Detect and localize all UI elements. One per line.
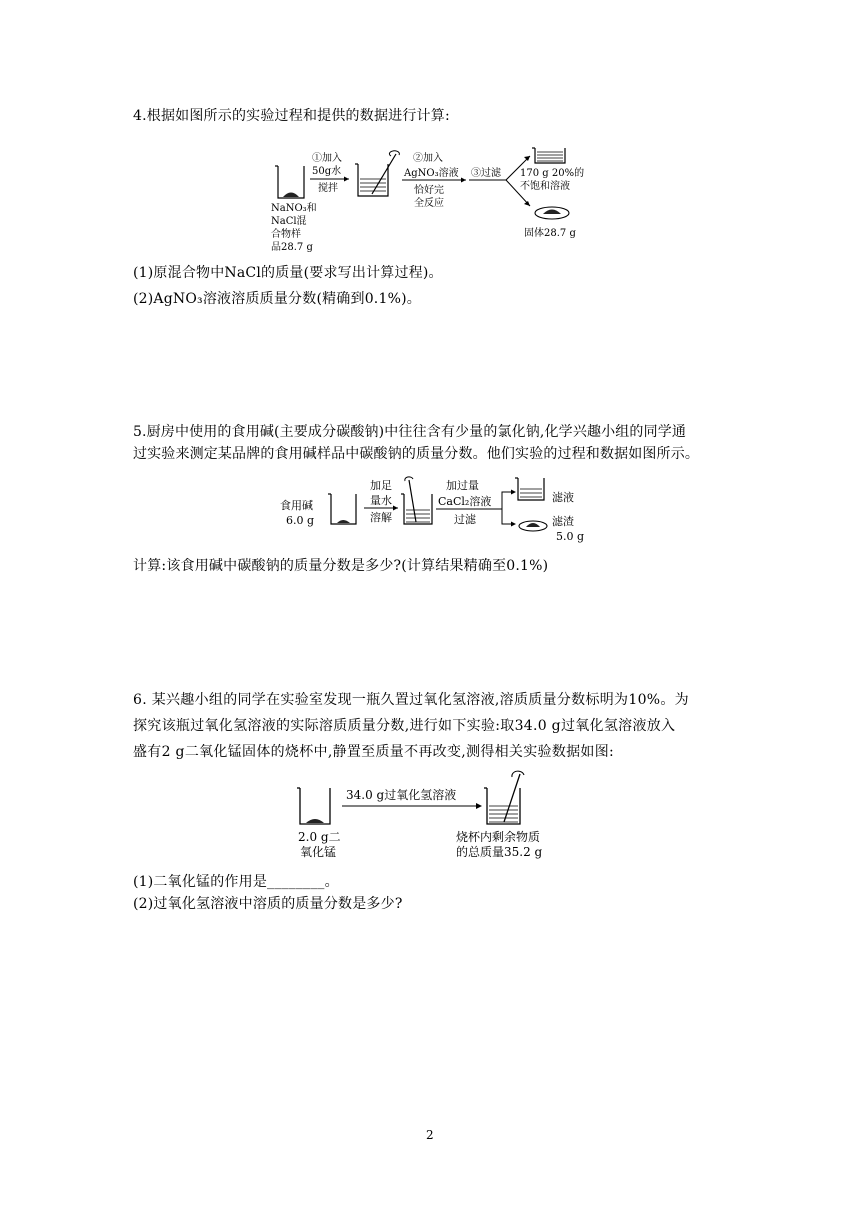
q5-step1-line3: 溶解	[370, 511, 392, 524]
q4-step2-line2: AgNO₃溶液	[404, 168, 459, 179]
watch-glass-icon	[519, 521, 547, 531]
q6-left-line2: 氧化锰	[300, 845, 337, 859]
q5-sample-line1: 食用碱	[280, 499, 313, 512]
page-number: 2	[426, 1128, 434, 1142]
q4-step1-line3: 搅拌	[318, 183, 338, 194]
filtrate-beaker-icon	[532, 148, 565, 163]
q6-line2: 探究该瓶过氧化氢溶液的实际溶质质量分数,进行如下实验:取34.0 g过氧化氢溶液放入	[133, 718, 676, 734]
q4-sub1: (1)原混合物中NaCl的质量(要求写出计算过程)。	[133, 265, 443, 281]
q5-line2: 过实验来测定某品牌的食用碱样品中碳酸钠的质量分数。他们实验的过程和数据如图所示。	[133, 446, 699, 462]
q4-step2-line3: 恰好完	[414, 185, 444, 196]
q4-result-solution-line1: 170 g 20%的	[520, 168, 585, 179]
beaker-icon	[297, 788, 330, 824]
q4-sample-line1: NaNO₃和	[271, 203, 317, 214]
q4-sample-line2: NaCl混	[271, 216, 307, 227]
q4-result-solution-line2: 不饱和溶液	[520, 181, 570, 192]
q5-step2-line1: 加过量	[446, 479, 479, 492]
q6-right-line1: 烧杯内剩余物质	[456, 830, 541, 844]
q4-step1-line1: ①加入	[312, 153, 342, 164]
q6-line1: 6. 某兴趣小组的同学在实验室发现一瓶久置过氧化氢溶液,溶质质量分数标明为10%。为	[133, 692, 689, 708]
q4-sub2: (2)AgNO₃溶液溶质质量分数(精确到0.1%)。	[133, 291, 421, 307]
q5-step1-line1: 加足	[370, 479, 392, 492]
solid-sample-icon	[337, 520, 350, 523]
q5-line1: 5.厨房中使用的食用碱(主要成分碳酸钠)中往往含有少量的氯化钠,化学兴趣小组的同学通	[133, 424, 687, 440]
q5-step1-line2: 量水	[370, 494, 392, 507]
q6-sub1: (1)二氧化锰的作用是________。	[133, 874, 339, 890]
q4-step2-line4: 全反应	[414, 198, 444, 209]
q4-figure	[262, 146, 602, 260]
q6-right-line2: 的总质量35.2 g	[456, 845, 543, 859]
beaker-icon	[328, 494, 356, 524]
beaker-with-rod-icon	[355, 151, 399, 196]
q4-sample-line4: 品28.7 g	[271, 242, 313, 253]
q6-sub2: (2)过氧化氢溶液中溶质的质量分数是多少?	[133, 896, 403, 912]
q4-sample-line3: 合物样	[271, 229, 301, 240]
watch-glass-icon	[535, 207, 569, 219]
q6-line3: 盛有2 g二氧化锰固体的烧杯中,静置至质量不再改变,测得相关实验数据如图:	[133, 744, 615, 760]
q5-residue: 滤渣	[552, 515, 574, 528]
q5-step2-line3: 过滤	[454, 513, 476, 526]
q5-residue-mass: 5.0 g	[556, 530, 585, 543]
q4-stem: 4.根据如图所示的实验过程和提供的数据进行计算:	[133, 108, 450, 124]
manganese-dioxide-icon	[306, 819, 324, 823]
q5-question: 计算:该食用碱中碳酸钠的质量分数是多少?(计算结果精确至0.1%)	[133, 558, 549, 574]
q4-step1-line2: 50g水	[312, 166, 342, 177]
filtrate-beaker-icon	[515, 478, 544, 500]
q4-result-solid: 固体28.7 g	[524, 228, 576, 239]
solid-sample-icon	[283, 193, 299, 198]
q5-step2-line2: CaCl₂溶液	[438, 495, 492, 508]
q4-step3: ③过滤	[471, 168, 501, 179]
q5-figure	[276, 474, 596, 546]
q5-sample-line2: 6.0 g	[286, 514, 315, 527]
q5-filtrate: 滤液	[552, 491, 574, 504]
q6-figure	[290, 768, 580, 860]
q6-arrow-label: 34.0 g过氧化氢溶液	[346, 788, 457, 802]
q4-step2-line1: ②加入	[413, 153, 443, 164]
beaker-with-rod-icon	[401, 477, 432, 524]
q6-left-line1: 2.0 g二	[298, 830, 341, 844]
beaker-with-rod-icon	[484, 771, 524, 824]
